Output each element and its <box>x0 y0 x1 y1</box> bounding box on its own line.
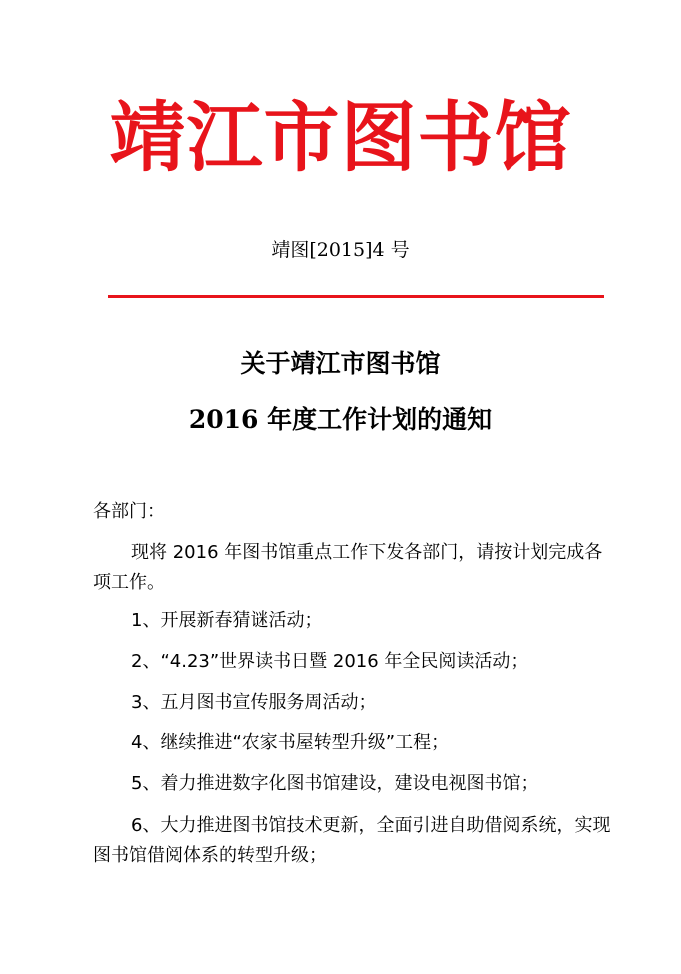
red-divider-line <box>108 295 604 298</box>
document-title-line-2: 2016 年度工作计划的通知 <box>188 405 493 434</box>
intro-paragraph: 现将 2016 年图书馆重点工作下发各部门，请按计划完成各项工作。 <box>93 542 603 593</box>
list-item: 2、“4.23”世界读书日暨 2016 年全民阅读活动； <box>131 651 529 672</box>
list-item: 5、着力推进数字化图书馆建设，建设电视图书馆； <box>131 773 539 794</box>
document-number: 靖图[2015]4 号 <box>271 239 410 261</box>
salutation: 各部门： <box>93 501 165 522</box>
list-item: 4、继续推进“农家书屋转型升级”工程； <box>131 732 450 753</box>
list-item: 6、大力推进图书馆技术更新，全面引进自助借阅系统，实现图书馆借阅体系的转型升级； <box>93 815 611 866</box>
list-item: 1、开展新春猜谜活动； <box>131 610 323 631</box>
list-item: 3、五月图书宣传服务周活动； <box>131 692 377 713</box>
organization-name: 靖江市图书馆 <box>109 93 572 182</box>
document-title-line-1: 关于靖江市图书馆 <box>240 349 441 378</box>
